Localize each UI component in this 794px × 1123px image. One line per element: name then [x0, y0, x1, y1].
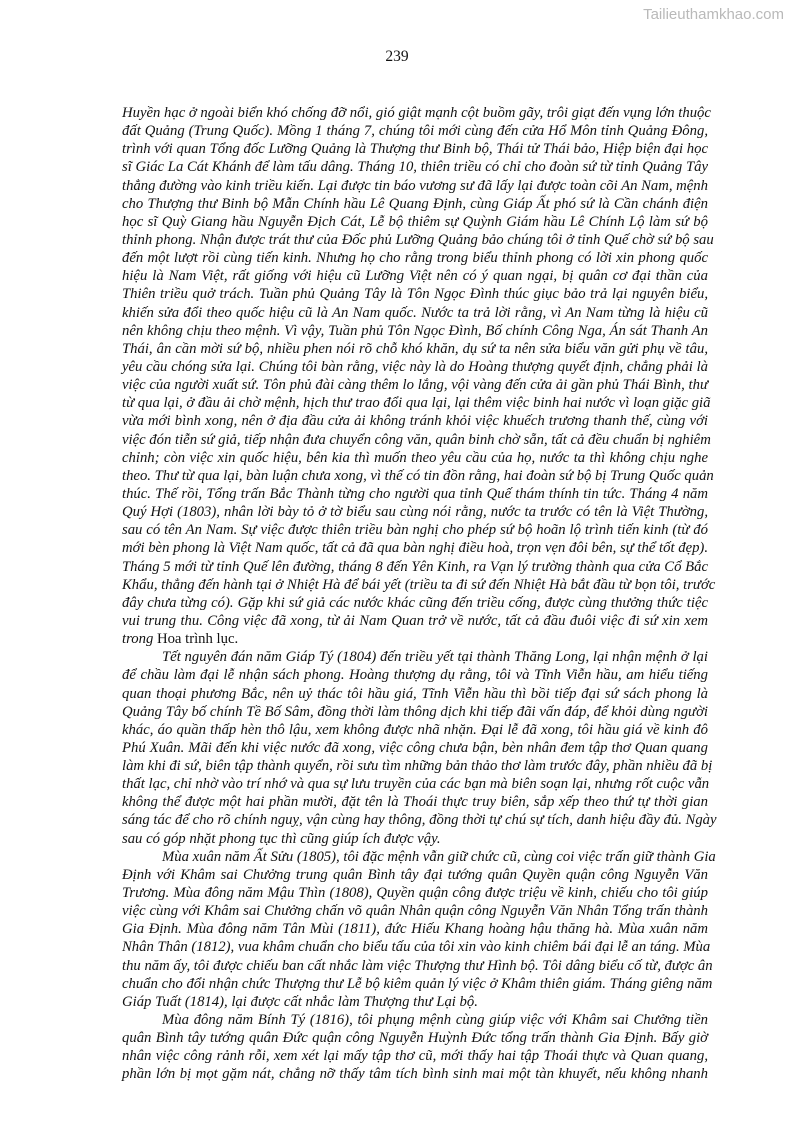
- text-line: đất Quảng (Trung Quốc). Mồng 1 tháng 7, chúng tôi mới cùng đến cửa Hổ Môn tỉnh Quảng Đông,: [122, 123, 708, 140]
- paragraph: [122, 848, 716, 1011]
- text-line: Mùa đông năm Bính Tý (1816), tôi phụng mệnh cùng giúp việc với Khâm sai Chưởng tiền: [162, 1012, 708, 1029]
- text-line: thất lạc, chỉ nhờ vào trí nhớ và qua sự lưu truyền của các bạn mà biên soạn lại, nhưng rốt cuộc vẫn: [122, 776, 710, 793]
- text-line: Định với Khâm sai Chưởng trung quân Bình tây đại tướng quân Quyền quận công Nguyễn Văn: [122, 866, 708, 883]
- text-line: [122, 630, 708, 648]
- text-line: thỉnh phong. Nhận được trát thư của Đốc phủ Lưỡng Quảng bảo chúng tôi ở tỉnh Quế chờ sứ bộ sau: [122, 231, 714, 248]
- page-number: 239: [385, 48, 409, 65]
- text-line: quan thoại phương Bắc, nên uỷ thác tôi hầu giá, Tĩnh Viễn hầu thì bồi tiếp đại sứ sách phong là: [122, 685, 708, 702]
- text-line: Giáp Tuất (1814), lại được cất nhắc làm Thượng thư Lại bộ.: [122, 993, 478, 1010]
- text-line: chỉnh; còn việc xin quốc hiệu, bên kia thì muốn theo yêu cầu của họ, nước ta thì không chịu nghe: [122, 449, 708, 466]
- text-line: nên không chịu theo mệnh. Vì vậy, Tuần phủ Tôn Ngọc Đình, Bố chính Công Nga, Án sát Thanh An: [122, 322, 708, 339]
- text-line: Thiên triều quở trách. Tuần phủ Quảng Tây là Tôn Ngọc Đình thúc giục bảo trả lại nguyên biểu,: [122, 286, 708, 303]
- text-line: chuẩn cho đổi nhận chức Thượng thư Lễ bộ kiêm quản lý việc ở Khâm thiên giám. Tháng giêng năm: [122, 975, 713, 992]
- text-line: Gia Định. Mùa đông năm Tân Mùi (1811), đức Hiếu Khang hoàng hậu thăng hà. Mùa xuân năm: [122, 921, 708, 938]
- text-line: quân Bình tây tướng quân Đức quận công Nguyễn Huỳnh Đức tổng trấn thành Gia Định. Bấy giờ: [122, 1030, 708, 1047]
- text-line: khiến sửa đổi theo quốc hiệu cũ là An Nam quốc. Nước ta trả lời rằng, vì An Nam từng là hiệu cũ: [122, 304, 708, 321]
- text-line: từ qua lại, ở đầu ải chờ mệnh, hịch thư trao đổi qua lại, lại thêm việc binh hai nước vì loạn giặc giã: [122, 395, 711, 412]
- text-line: sau có góp nhặt phong tục thì cũng giúp ích được vậy.: [122, 830, 441, 847]
- watermark: Tailieuthamkhao.com: [643, 6, 784, 23]
- text-line: sau có tên An Nam. Sự việc được thiên triều bàn nghị cho phép sứ bộ hoãn lộ trình tiến kinh (từ đó: [122, 522, 708, 539]
- text-line: vui trung thu. Công việc đã xong, từ ải Nam Quan trở về nước, tất cả đầu đuôi việc đi sứ xin xem: [122, 612, 708, 629]
- text-line: Quý Hợi (1803), nhân lời bày tỏ ở tờ biểu sau cùng nói rằng, nước ta trước có tên là Việt Thường,: [122, 504, 708, 521]
- text-line: Nhân Thân (1812), vua khâm chuẩn cho biểu tấu của tôi xin vào kinh chiêm bái đại lễ an táng. Mùa: [122, 939, 711, 956]
- text-line: thu năm ấy, tôi được chiếu ban cất nhắc làm việc Thượng thư Hình bộ. Tôi dâng biểu cố từ, được ân: [122, 957, 713, 974]
- text-line: Quảng Tây bố chính Tề Bố Sâm, đồng thời làm thông dịch khi tiếp đãi vấn đáp, để khỏi dùng người: [122, 703, 708, 720]
- text-line: Tháng 5 mới từ tỉnh Quế lên đường, tháng 8 đến Yên Kinh, ra Vạn lý trường thành qua cửa Cổ Bắc: [122, 558, 708, 575]
- paragraph: [122, 648, 717, 848]
- text-line: đến một lượt rồi cùng tiến kinh. Nhưng họ cho rằng trong biểu thỉnh phong có lời xin phong quốc: [122, 250, 708, 267]
- text-line: Phú Xuân. Mãi đến khi việc nước đã xong, việc công chưa bận, bèn nhân đem tập thơ Quan quang: [122, 739, 708, 756]
- text-line: theo. Thư từ qua lại, bàn luận chưa xong, vì thế có tin đồn rằng, hai đoàn sứ bộ bị Trung Quốc quản: [122, 467, 714, 484]
- text-line: học sĩ Quỳ Giang hầu Nguyễn Địch Cát, Lễ bộ thiêm sự Quỳnh Giám hầu Lê Chính Lộ làm sứ bộ: [122, 213, 708, 230]
- text-line: Mùa xuân năm Ất Sửu (1805), tôi đặc mệnh vẫn giữ chức cũ, cùng coi việc trấn giữ thành Gia: [162, 848, 716, 865]
- text-line: trình với quan Tổng đốc Lưỡng Quảng là Thượng thư Binh bộ, Thái tử Thái bảo, Hiệp biện đại học: [122, 141, 708, 158]
- text-line: việc cùng với Khâm sai Chưởng chấn võ quân Nhân quận công Nguyễn Văn Nhân Tổng trấn thành: [122, 903, 708, 920]
- text-italic: trong: [122, 631, 154, 648]
- text-line: phần lớn bị mọt gặm nát, chẳng nỡ thấy tâm tích bình sinh mai một tàn khuyết, nếu không nhanh: [122, 1066, 708, 1083]
- paragraph: [122, 1011, 708, 1084]
- text-line: sáng tác để cho rõ chính nguỵ, vận cùng hay thông, đồng thời tự chú sự tích, danh hiệu đầy đủ. Ngày: [122, 812, 717, 829]
- text-line: thúc. Thế rồi, Tổng trấn Bắc Thành từng cho người qua tỉnh Quế thám thính tin tức. Tháng 4 năm: [122, 485, 708, 502]
- text-line: Tết nguyên đán năm Giáp Tý (1804) đến triều yết tại thành Thăng Long, lại nhận mệnh ở lại: [162, 649, 708, 666]
- text-line: Khẩu, thẳng đến hành tại ở Nhiệt Hà để bái yết (triều ta đi sứ đến Nhiệt Hà bắt đầu từ bọn tôi, trước: [122, 576, 716, 593]
- text-line: nhân việc công rảnh rỗi, xem xét lại mấy tập thơ cũ, mới thấy hai tập Thoái thực và Quan quang,: [122, 1048, 708, 1065]
- text-line: việc của người xuất sứ. Tôn phủ đài càng thêm lo lắng, vội vàng đến cửa ải gần phủ Thái Bình, thư: [122, 377, 708, 394]
- text-line: hiệu là Nam Việt, rất giống với hiệu cũ Lưỡng Việt nên có ý quan ngại, bị quân cơ đại thần của: [122, 268, 708, 285]
- text-line: thẳng đường vào kinh triều kiến. Lại được tin báo vương sư đã lấy lại được toàn cõi An Nam, mệnh: [122, 177, 708, 194]
- text-line: việc đón tiễn sứ giả, tiếp nhận đưa chuyển công văn, quân binh chờ sẵn, tất cả đều chuẩn bị nghiêm: [122, 431, 711, 448]
- paragraph: [122, 104, 716, 648]
- body-text: [122, 104, 717, 1084]
- book-title: Hoa trình lục.: [156, 631, 239, 648]
- text-line: đây chưa từng có). Gặp khi sứ giả các nước khác cũng đến triều cống, được cùng thưởng thức tiệc: [122, 594, 708, 611]
- text-line: sĩ Giác La Cát Khánh để làm tấu dâng. Tháng 10, thiên triều có chỉ cho đoàn sứ từ tỉnh Quảng Tây: [122, 159, 708, 176]
- text-line: khác, áo quần thấp hèn thô lậu, xem không được nhã nhặn. Đại lễ đã xong, tôi hầu giá về kinh đô: [122, 721, 708, 738]
- text-line: Thái, ân cần mời sứ bộ, nhiều phen nói rõ chỗ khó khăn, dụ sứ ta nên sửa biểu văn gửi phụ về tâu,: [122, 340, 708, 357]
- text-line: Trương. Mùa đông năm Mậu Thìn (1808), Quyền quận công được triệu về kinh, chiếu cho tôi giúp: [122, 885, 708, 902]
- text-line: yêu cầu chóng sửa lại. Chúng tôi bàn rằng, việc này là do Hoàng thượng quyết định, chẳng phải là: [122, 358, 708, 375]
- text-line: làm khi đi sứ, biên tập thành quyển, rồi sưu tìm những bản thảo thơ làm trước đây, phần nhiều đã bị: [122, 758, 713, 775]
- text-line: không thể được một hai phần mười, đặt tên là Thoái thực truy biên, sắp xếp theo thứ tự thời gian: [122, 794, 708, 811]
- text-line: vừa mới bình xong, nên ở địa đầu cửa ải không tránh khỏi việc khuếch trương thanh thế, cùng với: [122, 413, 708, 430]
- text-line: mới bèn phong là Việt Nam quốc, tất cả đã qua bàn nghị điều hoà, trọn vẹn đôi bên, sự thể tốt đẹp).: [122, 540, 708, 557]
- text-line: để chầu làm đại lễ nhận sách phong. Hoàng thượng dụ rằng, tôi và Tĩnh Viễn hầu, am hiểu tiếng: [122, 667, 708, 684]
- text-line: cho Thượng thư Binh bộ Mẫn Chính hầu Lê Quang Định, cùng Giáp Ất phó sứ là Cần chánh điện: [122, 195, 708, 212]
- text-line: Huyền hạc ở ngoài biển khó chống đỡ nổi, gió giật mạnh cột buồm gãy, trôi giạt đến vụng lớn thuộc: [122, 105, 711, 121]
